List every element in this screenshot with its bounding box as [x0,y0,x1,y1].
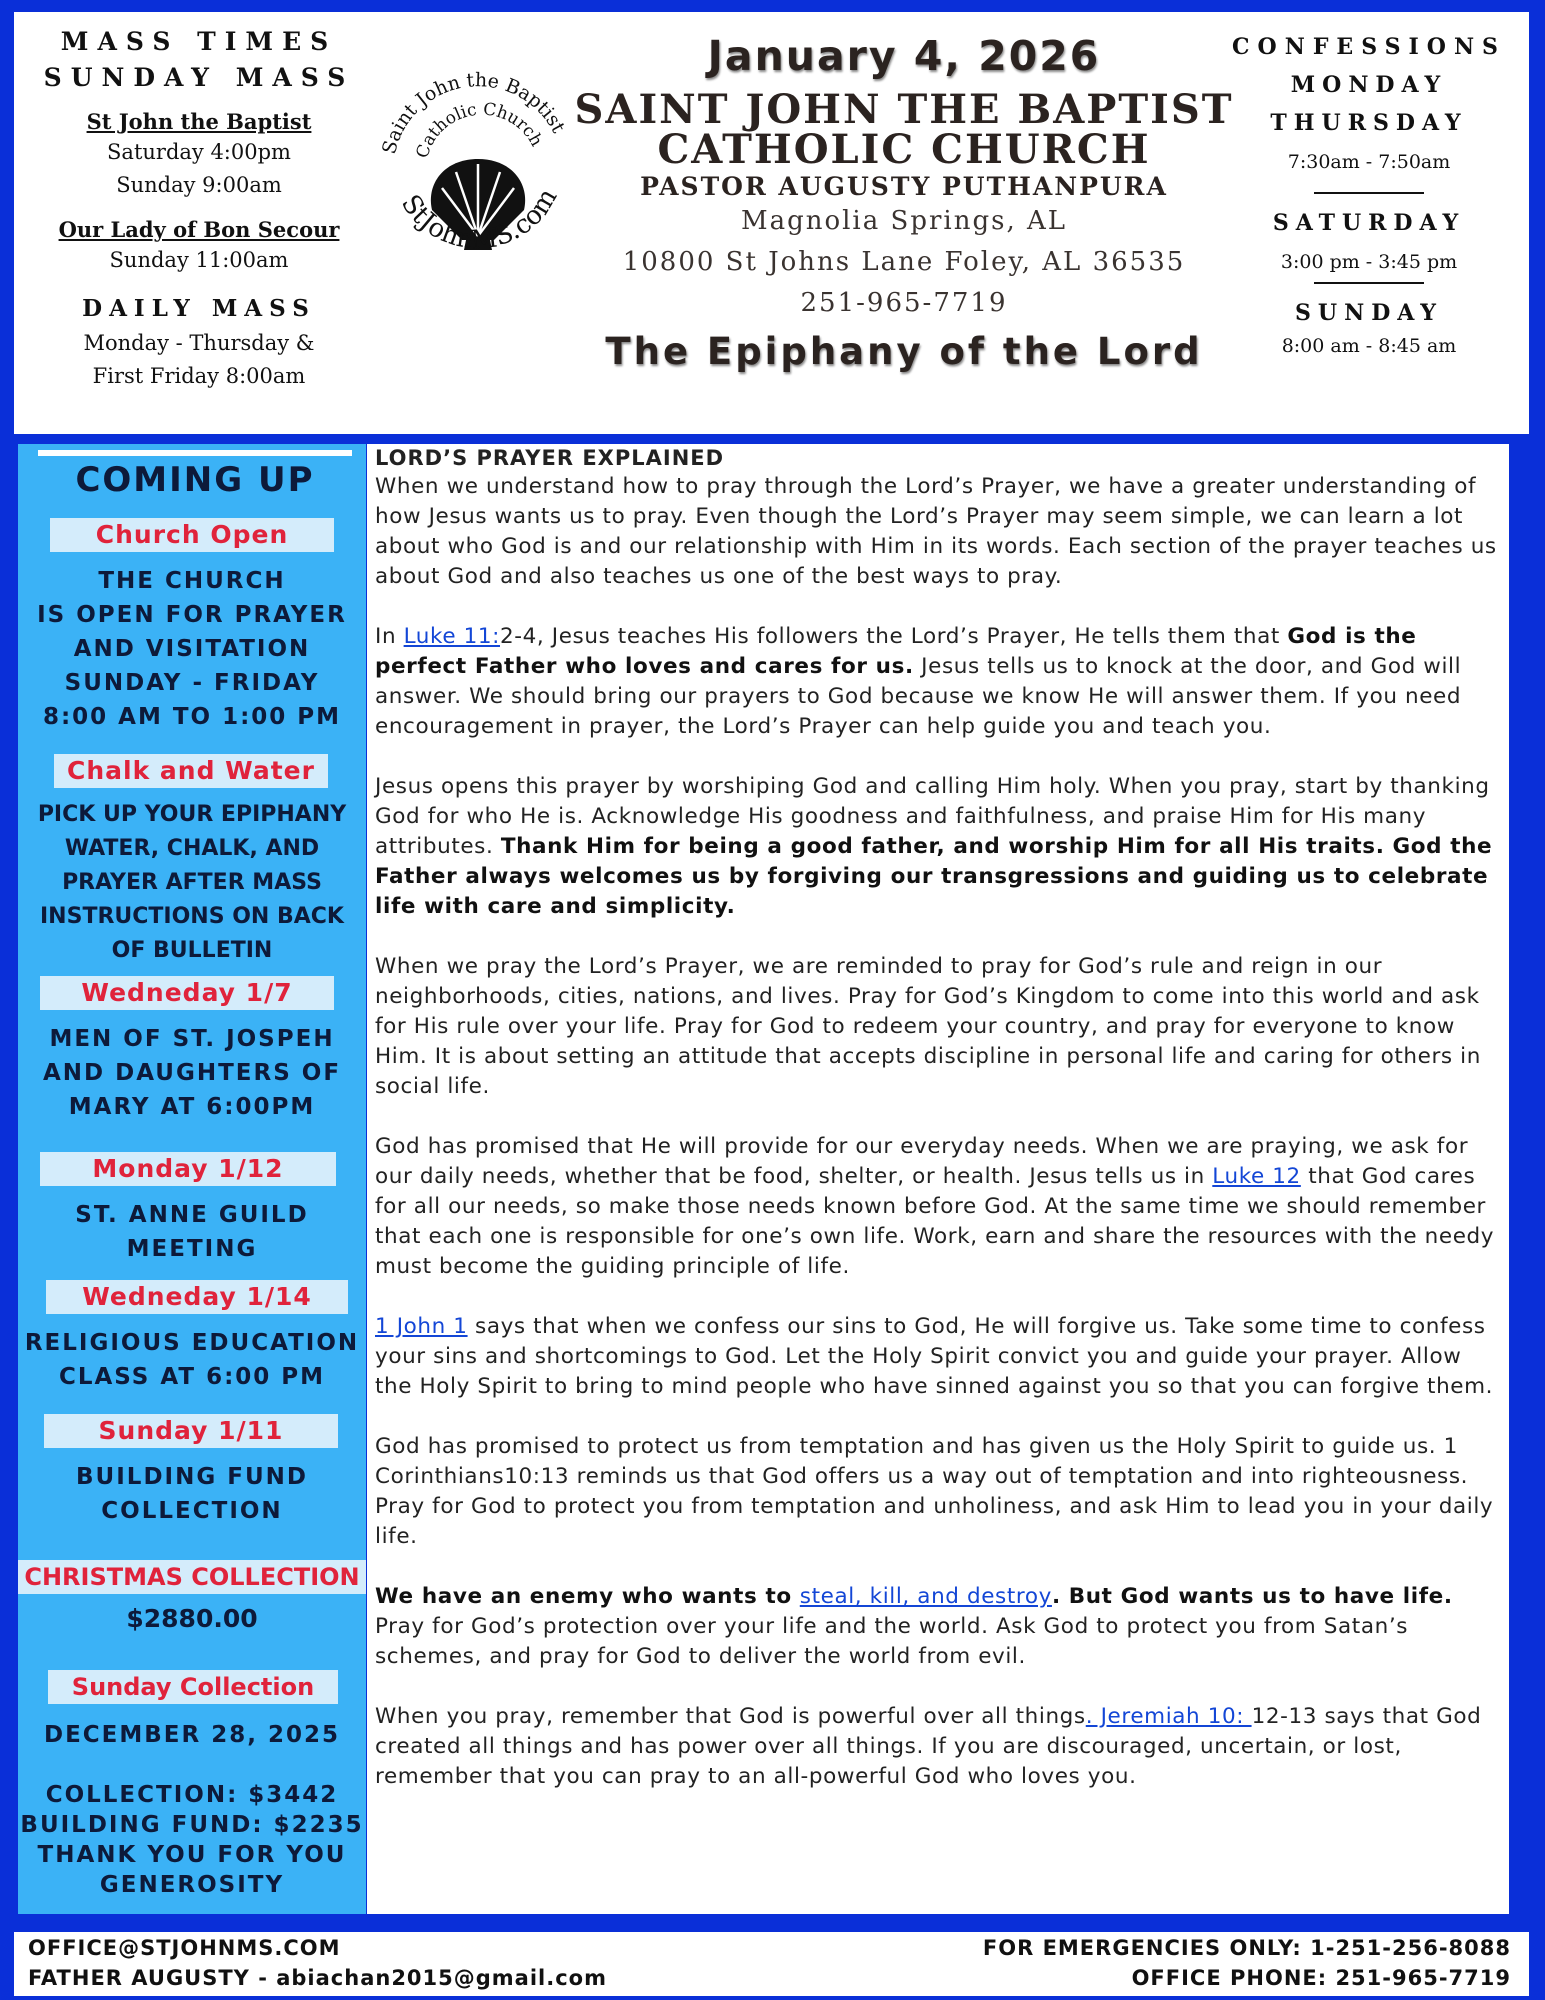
collection-line: COLLECTION: $3442 [45,1782,339,1808]
emergency-phone: FOR EMERGENCIES ONLY: 1-251-256-8088 [982,1936,1511,1960]
event-date-tag: Sunday 1/11 [44,1414,338,1448]
scripture-link-steal-kill-destroy[interactable]: steal, kill, and destroy [799,1584,1052,1609]
event-line: OF BULLETIN [111,938,273,963]
confession-time: 7:30am - 7:50am [1287,151,1451,173]
event-line: RELIGIOUS EDUCATION [24,1330,360,1356]
church-open-tag: Church Open [50,518,334,552]
event-line: ST. ANNE GUILD [75,1202,309,1228]
divider [1314,282,1424,284]
event-line: WATER, CHALK, AND [64,836,320,861]
event-line: THE CHURCH [98,568,286,594]
article-paragraph [375,1312,1497,1402]
confession-time: 8:00 am - 8:45 am [1281,335,1457,357]
collection-line: GENEROSITY [99,1872,285,1898]
divider [1314,192,1424,194]
church-logo [366,64,586,264]
article-paragraph: When we pray the Lord’s Prayer, we are reminded to pray for God’s rule and reign in our neighborhoods, cities, nations, and lives. Pray for God’s Kingdom to come into this world and ask for His rule over your life. Pray for God to redeem your country, and pray for everyone to know Him. It is about setting an attitude that accepts discipline in personal life and caring for others in social life. [375,954,1481,1099]
confession-day: MONDAY [1290,72,1448,98]
article-heading: LORD’S PRAYER EXPLAINED [375,446,725,470]
collection-line: BUILDING FUND: $2235 [20,1812,364,1838]
event-line: IS OPEN FOR PRAYER [37,602,347,628]
event-line: SUNDAY - FRIDAY [64,670,320,696]
church-name-line: CATHOLIC CHURCH [657,126,1151,173]
event-line: 8:00 AM TO 1:00 PM [42,704,342,730]
text-span: God has promised that He will provide for our everyday needs. When we are praying, we ask for our daily needs, whether that be food, shelter, or health. Jesus tells us in [375,1134,1469,1189]
confession-day: SATURDAY [1272,210,1466,236]
article-paragraph: When we understand how to pray through the Lord’s Prayer, we have a greater understanding of how Jesus wants us to pray. Even though the Lord’s Prayer may seem simple, we can learn a lot about who God is and our relationship with Him in its words. Each section of the prayer teaches us about God and also teaches us one of the best ways to pray. [375,474,1497,589]
church-phone: 251-965-7719 [800,288,1008,318]
mass-time: Saturday 4:00pm [107,140,291,164]
scripture-link-luke-12[interactable]: Luke 12 [1212,1164,1301,1189]
chalk-water-text [18,798,366,968]
scripture-link-luke-11[interactable]: Luke 11: [403,624,500,649]
bulletin-header [14,12,1529,434]
daily-mass-time: First Friday 8:00am [92,364,306,388]
mass-times-panel [34,12,364,393]
mass-times-title: MASS TIMES [60,27,338,56]
bulletin-footer [14,1932,1529,1996]
christmas-collection-tag: CHRISTMAS COLLECTION [18,1560,366,1594]
event-text [18,1198,366,1266]
logo-website: StJohnMS.com [394,183,564,256]
event-line: PICK UP YOUR EPIPHANY [37,802,347,827]
text-span: Pray for God’s protection over your life and the world. Ask God to protect you from Satan’s schemes, and pray for God to deliver the world from evil. [375,1614,1409,1669]
sunday-collection-date: DECEMBER 28, 2025 [43,1722,340,1748]
church-info-panel [574,12,1234,373]
sunday-collection-tag: Sunday Collection [48,1670,338,1704]
mass-time: Sunday 11:00am [109,248,289,272]
lords-prayer-article [375,444,1497,1822]
father-email[interactable]: FATHER AUGUSTY - abiachan2015@gmail.com [28,1966,607,1990]
location-st-john: St John the Baptist [86,109,312,134]
article-paragraph [375,1582,1497,1672]
divider [38,450,352,456]
mass-time: Sunday 9:00am [116,173,282,197]
event-text [18,1326,366,1394]
christmas-collection-amount: $2880.00 [126,1604,258,1633]
text-span: Jesus tells us to knock at the door, and God will answer. We should bring our prayers to God because we know He will answer them. If you need encouragement in prayer, the Lord’s Prayer can help guide you and teach you. [375,654,1462,739]
pastor-name: PASTOR AUGUSTY PUTHANPURA [640,172,1168,201]
logo-arc-inner: Catholic Church [412,99,547,161]
article-paragraph [375,1702,1497,1792]
event-line: CLASS AT 6:00 PM [58,1364,326,1390]
location-bon-secour: Our Lady of Bon Secour [58,217,340,242]
event-line: BUILDING FUND [76,1464,308,1490]
event-line: MARY AT 6:00PM [68,1094,316,1120]
article-paragraph: God has promised to protect us from temptation and has given us the Holy Spirit to guide us. 1 Corinthians10:13 reminds us that God offers us a way out of temptation and into righteousness. Pray for God to protect you from temptation and unholiness, and ask Him to lead you in your daily life. [375,1434,1494,1549]
text-span: says that when we confess our sins to God, He will forgive us. Take some time to confess your sins and shortcomings to God. Let the Holy Spirit convict you and guide your prayer. Allow the Holy Spirit to bring to mind people who have sinned against you so that you can forgive them. [375,1314,1494,1399]
event-line: INSTRUCTIONS ON BACK [40,904,344,929]
scripture-link-jeremiah-10[interactable]: . Jeremiah 10: [1085,1704,1252,1729]
sunday-collection-text [18,1780,366,1900]
event-line: COLLECTION [101,1498,283,1524]
church-name-line: SAINT JOHN THE BAPTIST [574,86,1234,133]
church-address: 10800 St Johns Lane Foley, AL 36535 [622,247,1186,277]
office-email[interactable]: OFFICE@STJOHNMS.COM [28,1936,341,1960]
text-span: 12-13 says that God created all things and has power over all things. If you are discouraged, uncertain, or lost, remember that you can pray to an all-powerful God who loves you. [375,1704,1482,1789]
scripture-link-1-john-1[interactable]: 1 John 1 [375,1314,468,1339]
bold-text: God is the perfect Father who loves and cares for us. [375,624,1417,679]
text-span: 2-4, Jesus teaches His followers the Lord’s Prayer, He tells them that [499,624,1288,649]
text-span: Jesus opens this prayer by worshiping God and calling Him holy. When you pray, start by thanking God for who He is. Acknowledge His goodness and faithfulness, and praise Him for His many attributes. [375,774,1490,859]
feast-title: The Epiphany of the Lord [605,330,1203,373]
office-phone: OFFICE PHONE: 251-965-7719 [1131,1966,1511,1990]
confessions-title: CONFESSIONS [1232,34,1506,60]
coming-up-title: COMING UP [75,460,315,500]
bold-text: Thank Him for being a good father, and worship Him for all His traits. God the Father always welcomes us by forgiving our transgressions and guiding us to celebrate life with care and simplicity. [375,834,1493,919]
event-line: AND VISITATION [73,636,311,662]
collection-line: THANK YOU FOR YOU [37,1842,347,1868]
event-text [18,1022,366,1124]
daily-mass-time: Monday - Thursday & [83,331,315,355]
confessions-panel [1214,12,1524,360]
bulletin-date: January 4, 2026 [707,32,1101,80]
daily-mass-title: DAILY MASS [82,295,316,322]
sunday-mass-title: SUNDAY MASS [43,63,355,92]
logo-arc-top: Saint John the Baptist [378,69,570,157]
confession-day: THURSDAY [1270,110,1468,136]
bold-text: We have an enemy who wants to [375,1584,800,1609]
main-article-panel [367,444,1509,1914]
event-line: MEN OF ST. JOSPEH [49,1026,335,1052]
event-date-tag: Wedneday 1/14 [46,1280,348,1314]
bold-text: . But God wants us to have life. [1051,1584,1453,1609]
church-city: Magnolia Springs, AL [740,206,1068,236]
article-paragraph [375,772,1497,922]
text-span: In [375,624,404,649]
event-date-tag: Monday 1/12 [40,1152,336,1186]
confession-day: SUNDAY [1295,300,1443,326]
church-name [574,86,1234,173]
event-line: AND DAUGHTERS OF [42,1060,342,1086]
chalk-water-tag: Chalk and Water [54,754,328,788]
confession-time: 3:00 pm - 3:45 pm [1280,251,1458,273]
text-span: When you pray, remember that God is powerful over all things [375,1704,1086,1729]
article-paragraph [375,1132,1497,1282]
coming-up-sidebar [18,444,366,1914]
text-span: that God cares for all our needs, so make those needs known before God. At the same time we should remember that each one is responsible for one’s own life. Work, earn and share the resources with the needy must become the guiding principle of life. [375,1164,1495,1279]
event-line: PRAYER AFTER MASS [62,870,322,895]
event-date-tag: Wedneday 1/7 [40,976,334,1010]
event-text [18,1460,366,1528]
event-line: MEETING [126,1236,258,1262]
article-paragraph [375,622,1497,742]
church-open-text [18,564,366,734]
